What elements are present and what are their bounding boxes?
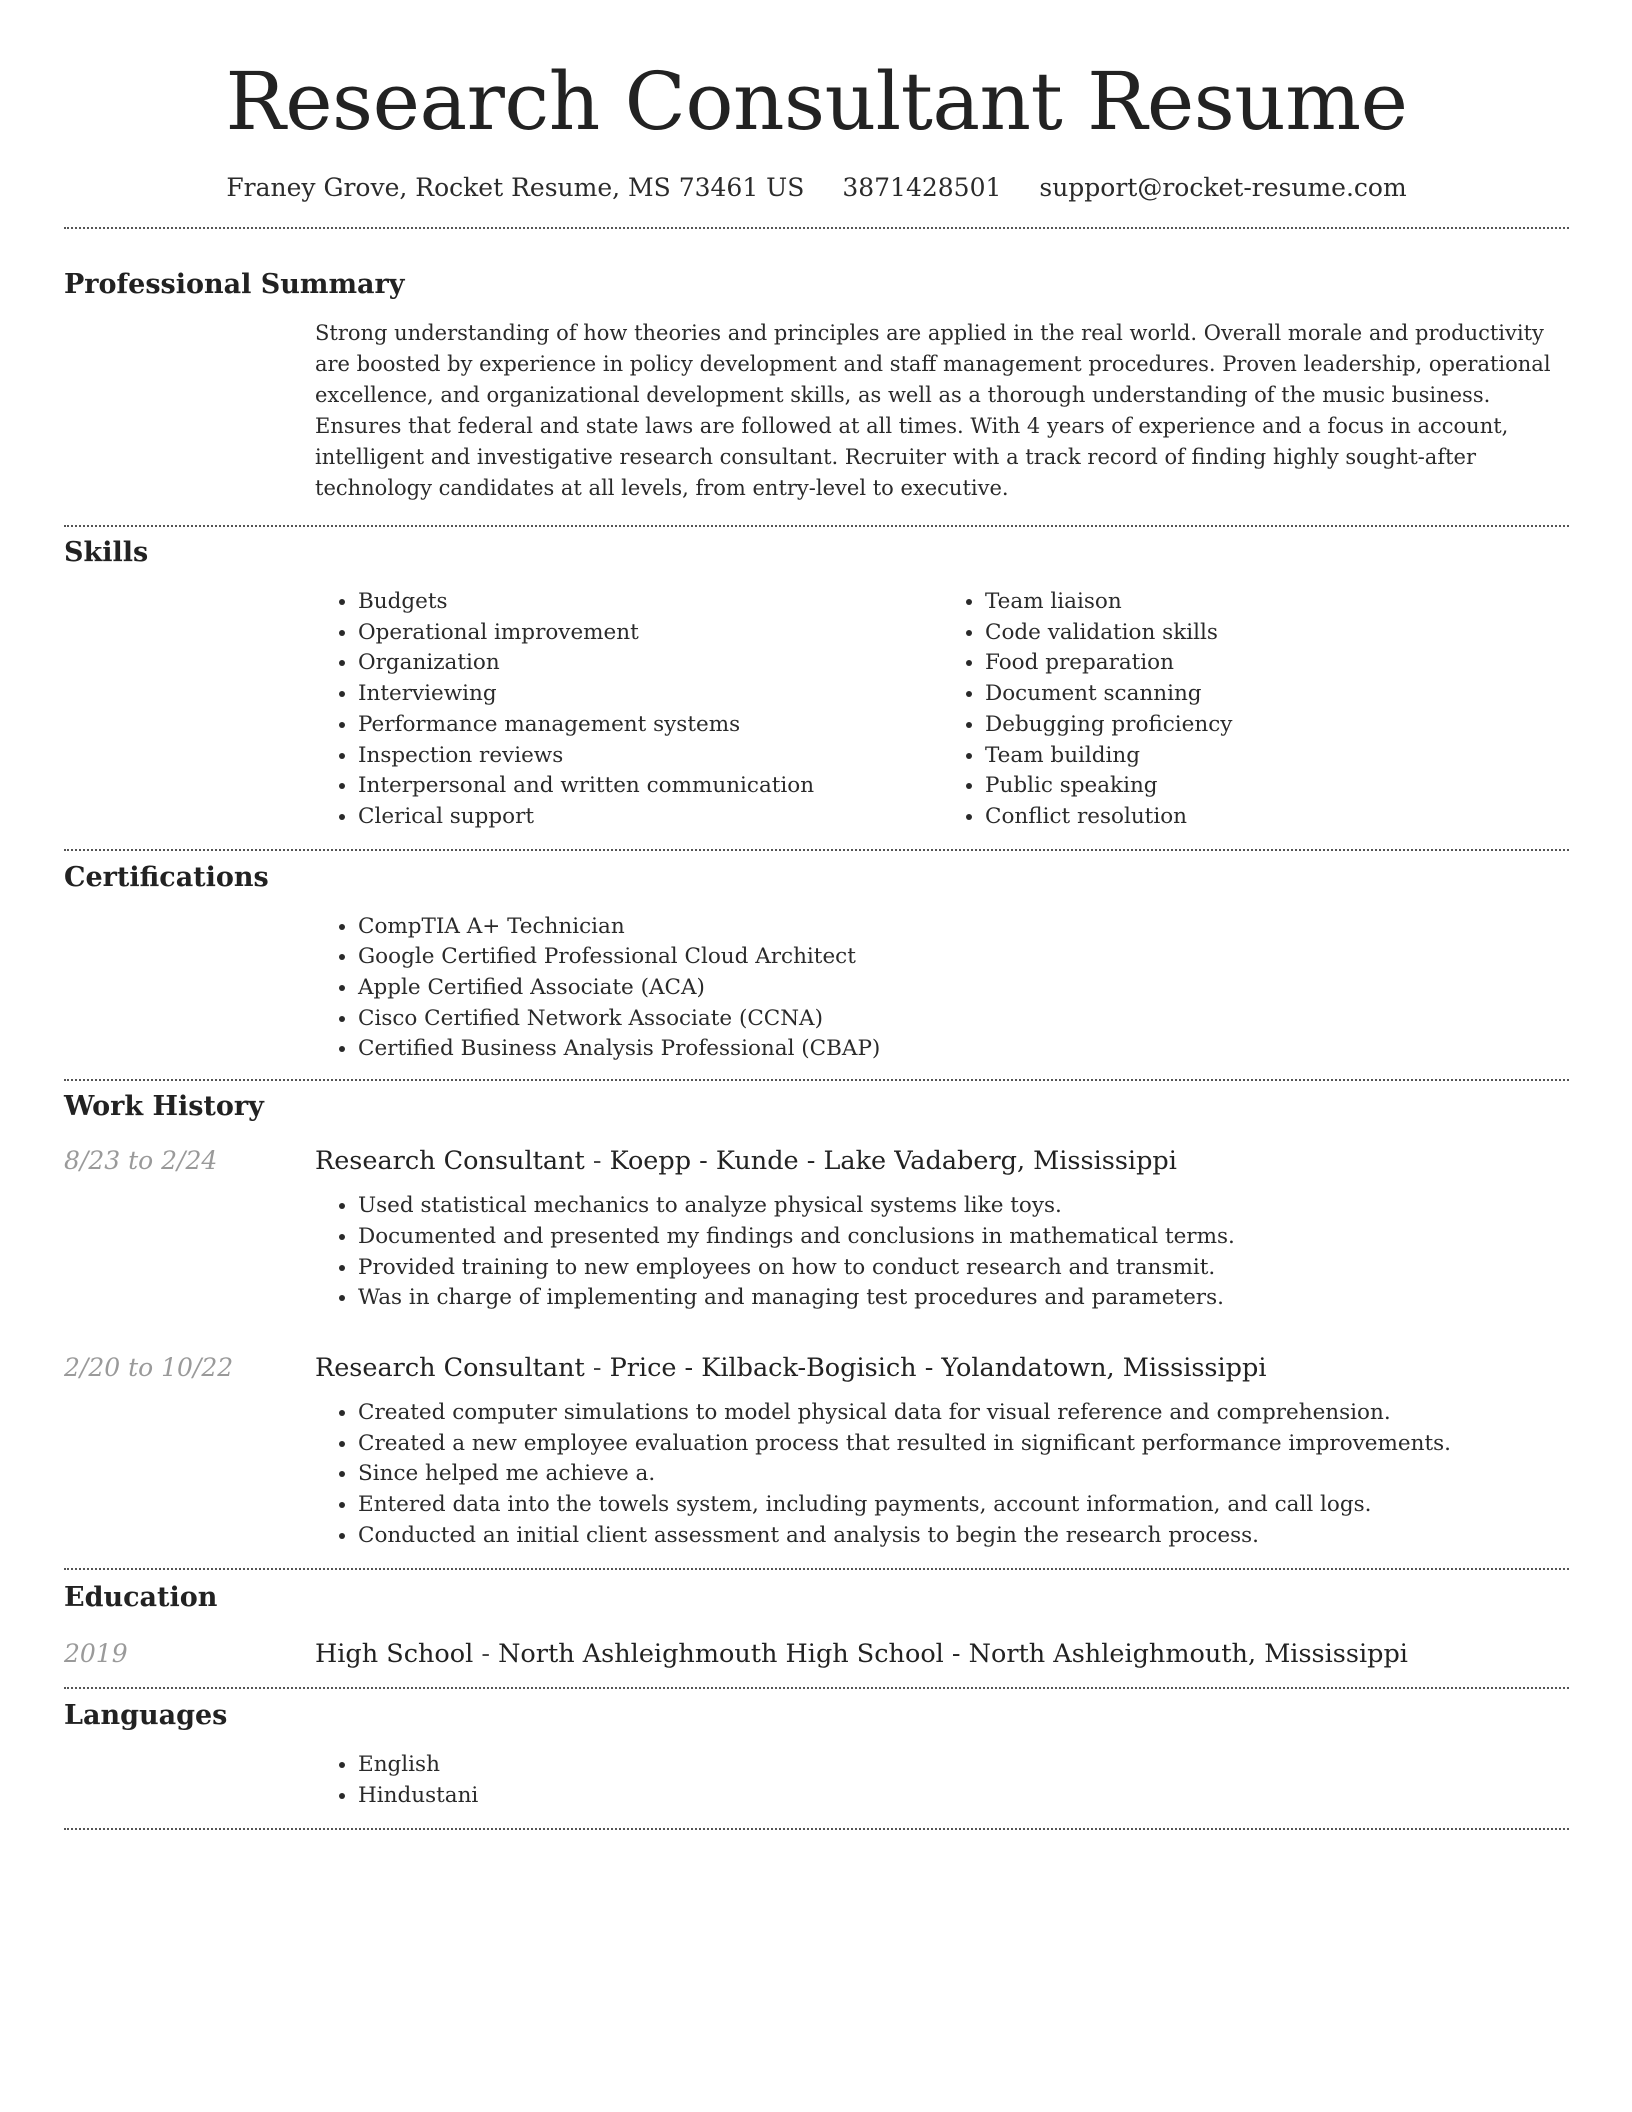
job-entry — [64, 1144, 1569, 1314]
job-bullets — [315, 1398, 1569, 1552]
list-item: • Interpersonal and written communication — [358, 771, 942, 802]
contact-phone: 3871428501 — [842, 173, 1002, 202]
summary-text: Strong understanding of how theories and principles are applied in the real world. Overall morale and productivity are boosted by experience in policy development and staff management procedures. Proven leadership, operational excellence, and organizational development skills, as well as a thorough understanding of the music business. Ensures that federal and state laws are followed at all times. With 4 years of experience and a focus in account, intelligent and investigative research consultant. Recruiter with a track record of finding highly sought-after technology candidates at all levels, from entry-level to executive. — [315, 321, 1551, 500]
contact-address: Franey Grove, Rocket Resume, MS 73461 US — [226, 173, 805, 202]
job-role: Research Consultant — [315, 1146, 585, 1177]
divider — [64, 1568, 1569, 1570]
education-heading: Education — [64, 1582, 218, 1614]
divider — [64, 525, 1569, 527]
list-item: • Document scanning — [985, 679, 1569, 710]
list-item: • Clerical support — [358, 802, 942, 833]
job-dates: 8/23 to 2/24 — [64, 1146, 218, 1176]
list-item: • Performance management systems — [358, 710, 942, 741]
list-item: • Conducted an initial client assessment and analysis to begin the research process. — [358, 1521, 1569, 1552]
list-item: • Documented and presented my findings and conclusions in mathematical terms. — [358, 1222, 1569, 1253]
skills-list-right — [942, 587, 1569, 833]
list-item: • Created a new employee evaluation process that resulted in significant performance improvements. — [358, 1429, 1569, 1460]
resume-page — [64, 0, 1569, 1830]
education-degree: High School — [315, 1639, 474, 1670]
divider — [64, 849, 1569, 851]
job-bullets — [315, 1191, 1569, 1314]
skills-section — [64, 536, 1569, 833]
languages-list — [315, 1750, 1569, 1811]
list-item: • Interviewing — [358, 679, 942, 710]
job-employer: Price - Kilback-Bogisich - Yolandatown, Mississippi — [609, 1352, 1267, 1383]
job-entry — [64, 1351, 1569, 1552]
list-item: • Entered data into the towels system, including payments, account information, and call logs. — [358, 1490, 1569, 1521]
summary-heading: Professional Summary — [64, 269, 405, 300]
divider — [64, 227, 1569, 229]
education-heading-line: High School - North Ashleighmouth High School - North Ashleighmouth, Mississippi — [315, 1639, 1408, 1670]
work-section — [64, 1090, 1569, 1551]
education-school: North Ashleighmouth High School - North Ashleighmouth, Mississippi — [498, 1639, 1408, 1670]
list-item: • Since helped me achieve a. — [358, 1459, 1569, 1490]
list-item: • Debugging proficiency — [985, 710, 1569, 741]
list-item: • Certified Business Analysis Professional (CBAP) — [358, 1034, 1569, 1065]
list-item: • CompTIA A+ Technician — [358, 912, 1569, 943]
education-year: 2019 — [64, 1639, 128, 1669]
list-item: • Google Certified Professional Cloud Architect — [358, 942, 1569, 973]
list-item: • Provided training to new employees on how to conduct research and transmit. — [358, 1253, 1569, 1284]
work-heading: Work History — [64, 1091, 264, 1123]
divider — [64, 1828, 1569, 1830]
languages-heading: Languages — [64, 1700, 228, 1732]
divider — [64, 1079, 1569, 1081]
list-item: • Cisco Certified Network Associate (CCNA) — [358, 1004, 1569, 1035]
list-item: • Team liaison — [985, 587, 1569, 618]
job-dates: 2/20 to 10/22 — [64, 1352, 234, 1382]
job-role: Research Consultant — [315, 1352, 585, 1383]
list-item: • Budgets — [358, 587, 942, 618]
divider — [64, 1687, 1569, 1689]
job-heading: Research Consultant - Price - Kilback-Bogisich - Yolandatown, Mississippi — [315, 1352, 1267, 1383]
contact-email: support@rocket-resume.com — [1039, 173, 1407, 202]
list-item: • Hindustani — [358, 1781, 1569, 1812]
certifications-list — [315, 912, 1569, 1066]
list-item: • Operational improvement — [358, 618, 942, 649]
skills-heading: Skills — [64, 537, 149, 568]
education-section — [64, 1581, 1569, 1671]
list-item: • Public speaking — [985, 771, 1569, 802]
list-item: • Team building — [985, 741, 1569, 772]
languages-section — [64, 1699, 1569, 1811]
list-item: • Organization — [358, 648, 942, 679]
list-item: • Was in charge of implementing and managing test procedures and parameters. — [358, 1283, 1569, 1314]
list-item: • Code validation skills — [985, 618, 1569, 649]
summary-section — [64, 268, 1569, 504]
job-employer: Koepp - Kunde - Lake Vadaberg, Mississippi — [609, 1146, 1177, 1177]
list-item: • Created computer simulations to model physical data for visual reference and comprehension. — [358, 1398, 1569, 1429]
list-item: • Used statistical mechanics to analyze physical systems like toys. — [358, 1191, 1569, 1222]
contact-line — [64, 172, 1569, 204]
list-item: • English — [358, 1750, 1569, 1781]
list-item: • Apple Certified Associate (ACA) — [358, 973, 1569, 1004]
education-entry — [64, 1637, 1569, 1671]
list-item: • Conflict resolution — [985, 802, 1569, 833]
skills-grid — [315, 587, 1569, 833]
list-item: • Food preparation — [985, 648, 1569, 679]
list-item: • Inspection reviews — [358, 741, 942, 772]
certifications-heading: Certifications — [64, 861, 269, 893]
job-heading: Research Consultant - Koepp - Kunde - Lake Vadaberg, Mississippi — [315, 1146, 1177, 1177]
certifications-section — [64, 861, 1569, 1066]
skills-list-left — [315, 587, 942, 833]
resume-title: Research Consultant Resume — [225, 55, 1408, 148]
